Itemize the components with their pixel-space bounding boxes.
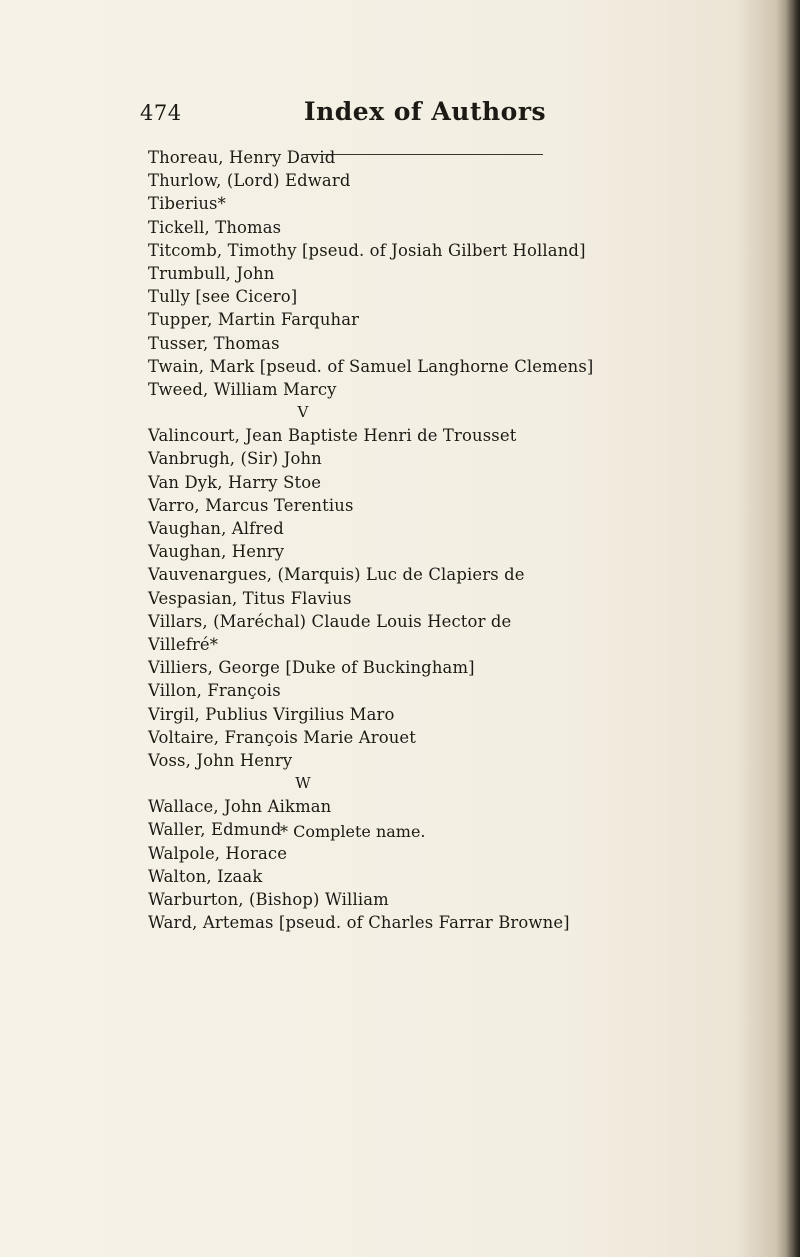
index-entry: Walton, Izaak <box>148 866 263 886</box>
index-entry: Trumbull, John <box>148 263 275 283</box>
index-entry: Thurlow, (Lord) Edward <box>148 171 351 191</box>
index-entry: Villars, (Maréchal) Claude Louis Hector de <box>148 611 512 631</box>
index-entry: Tickell, Thomas <box>148 217 282 237</box>
index-entry: Vaughan, Alfred <box>148 519 284 538</box>
index-entry: Titcomb, Timothy [pseud. of Josiah Gilbert Holland] <box>148 240 586 260</box>
index-entry: Villon, François <box>148 681 281 701</box>
index-entry: Tiberius* <box>148 194 226 214</box>
section-letter-heading: W <box>295 774 311 793</box>
index-entry: Villefré* <box>148 634 219 654</box>
index-entry: Tupper, Martin Farquhar <box>148 310 360 330</box>
footnote: * Complete name. <box>280 822 426 841</box>
index-entry: Waller, Edmund <box>148 820 282 840</box>
running-head: Index of Authors <box>303 97 547 126</box>
section-letter-heading: V <box>297 403 309 422</box>
index-entry: Tweed, William Marcy <box>148 379 337 399</box>
index-entry: Valincourt, Jean Baptiste Henri de Trousset <box>148 426 517 446</box>
index-entry: Voltaire, François Marie Arouet <box>148 727 417 747</box>
index-entry: Voss, John Henry <box>148 750 293 770</box>
index-entry: Ward, Artemas [pseud. of Charles Farrar Browne] <box>148 913 570 933</box>
index-entry: Vaughan, Henry <box>148 542 285 562</box>
index-entry: Vespasian, Titus Flavius <box>148 588 352 608</box>
index-entry: Thoreau, Henry David <box>148 148 336 167</box>
index-entry: Villiers, George [Duke of Buckingham] <box>148 658 475 678</box>
index-entry: Wallace, John Aikman <box>148 797 332 817</box>
page-edge-shadow <box>786 0 800 1257</box>
index-entry: Warburton, (Bishop) William <box>148 890 389 909</box>
index-entry: Van Dyk, Harry Stoe <box>148 472 322 492</box>
index-entry: Virgil, Publius Virgilius Maro <box>148 704 395 724</box>
index-entry: Twain, Mark [pseud. of Samuel Langhorne Clemens] <box>148 356 594 376</box>
page-number: 474 <box>140 101 182 125</box>
index-entry: Vauvenargues, (Marquis) Luc de Clapiers de <box>148 565 525 585</box>
index-entry: Vanbrugh, (Sir) John <box>148 449 322 469</box>
index-entry: Varro, Marcus Terentius <box>148 495 354 515</box>
index-entry: Tully [see Cicero] <box>148 287 298 307</box>
author-index-list <box>148 146 708 934</box>
index-entry: Tusser, Thomas <box>148 333 280 353</box>
index-entry: Walpole, Horace <box>148 843 288 863</box>
